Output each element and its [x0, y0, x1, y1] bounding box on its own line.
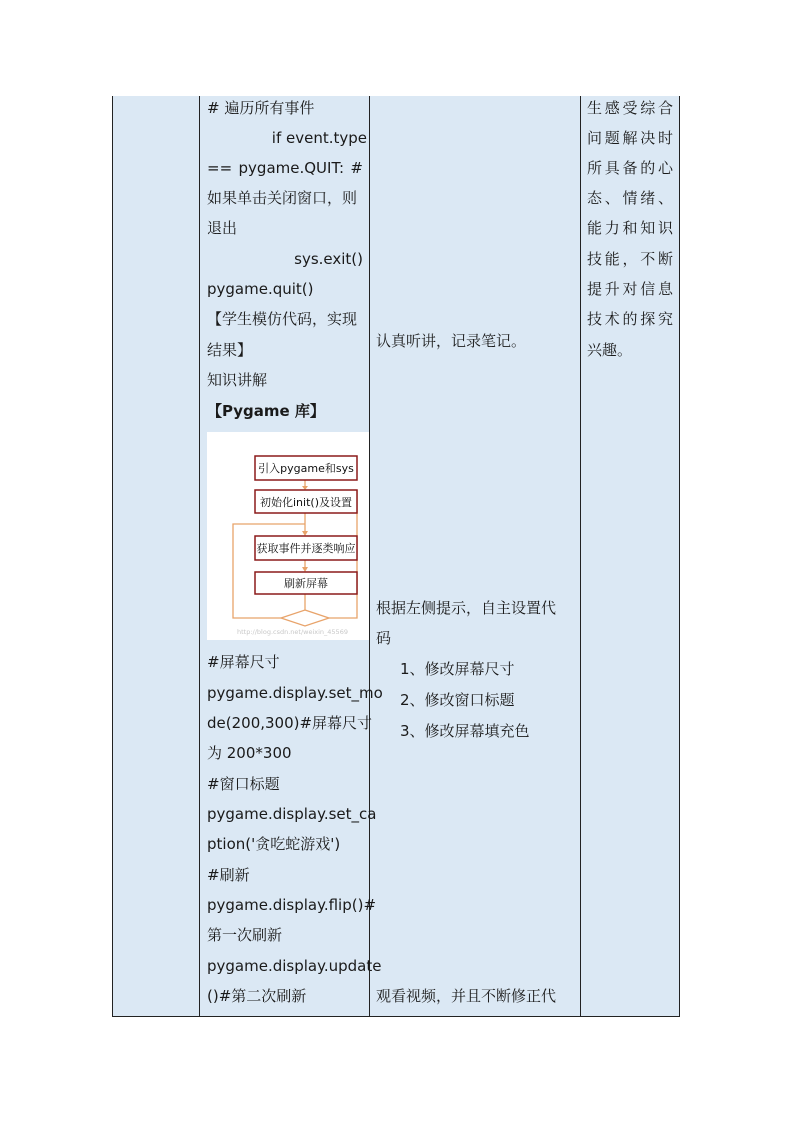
activity-note: 观看视频，并且不断修正代 [376, 987, 557, 1005]
code-comment: 如果单击关闭窗口，则 [207, 189, 358, 207]
code-comment: 第一次刷新 [207, 926, 283, 944]
intent-line: 所具备的心 [587, 159, 673, 177]
code-comment: #窗口标题 [207, 775, 280, 793]
flow-step-import: 引入pygame和sys [258, 462, 354, 475]
intent-line: 提升对信息 [587, 280, 673, 298]
flow-step-events: 获取事件并逐类响应 [256, 542, 356, 555]
intent-line: 技术的探究 [587, 310, 673, 328]
lesson-table [112, 96, 680, 1017]
activity-note: 根据左侧提示，自主设置代 [376, 599, 557, 617]
flow-step-refresh: 刷新屏幕 [284, 577, 328, 590]
section-heading: 【Pygame 库】 [207, 402, 325, 420]
intent-line: 态、情绪、 [587, 189, 673, 207]
code-line: pygame.display.update [207, 957, 382, 975]
code-comment: #刷新 [207, 866, 250, 884]
task-item: 2、修改窗口标题 [400, 691, 515, 709]
column-divider [199, 96, 200, 1016]
activity-text: 结果】 [207, 341, 253, 359]
code-comment: # 遍历所有事件 [207, 99, 315, 117]
column-divider [580, 96, 581, 1016]
code-comment: 退出 [207, 219, 238, 237]
activity-note: 认真听讲，记录笔记。 [376, 332, 527, 350]
code-line: if event.type [271, 129, 367, 147]
code-line: pygame.display.set_ca [207, 805, 377, 823]
code-line: ption('贪吃蛇游戏') [207, 835, 341, 853]
code-line: de(200,300)#屏幕尺寸 [207, 714, 373, 732]
intent-line: 兴趣。 [587, 341, 633, 359]
task-item: 3、修改屏幕填充色 [400, 722, 530, 740]
code-comment: ()#第二次刷新 [207, 987, 307, 1005]
activity-text: 【学生模仿代码，实现 [207, 310, 358, 328]
watermark: http://blog.csdn.net/weixin_45569 [237, 628, 348, 636]
intent-line: 生感受综合 [587, 99, 673, 117]
intent-line: 技能，不断 [587, 250, 673, 268]
intent-line: 问题解决时 [587, 129, 673, 147]
code-line: sys.exit() [294, 250, 363, 268]
flow-step-init: 初始化init()及设置 [260, 496, 352, 509]
activity-note: 码 [376, 629, 392, 647]
intent-line: 能力和知识 [587, 219, 673, 237]
code-line: pygame.display.set_mo [207, 684, 383, 702]
task-item: 1、修改屏幕尺寸 [400, 660, 515, 678]
column-divider [369, 96, 370, 1016]
code-comment: #屏幕尺寸 [207, 653, 280, 671]
pygame-flowchart [207, 432, 369, 640]
section-label: 知识讲解 [207, 371, 268, 389]
code-line: 为 200*300 [207, 744, 292, 762]
code-line: pygame.quit() [207, 280, 314, 298]
code-line: pygame.display.flip()# [207, 896, 377, 914]
code-line: == pygame.QUIT: # [207, 159, 363, 177]
